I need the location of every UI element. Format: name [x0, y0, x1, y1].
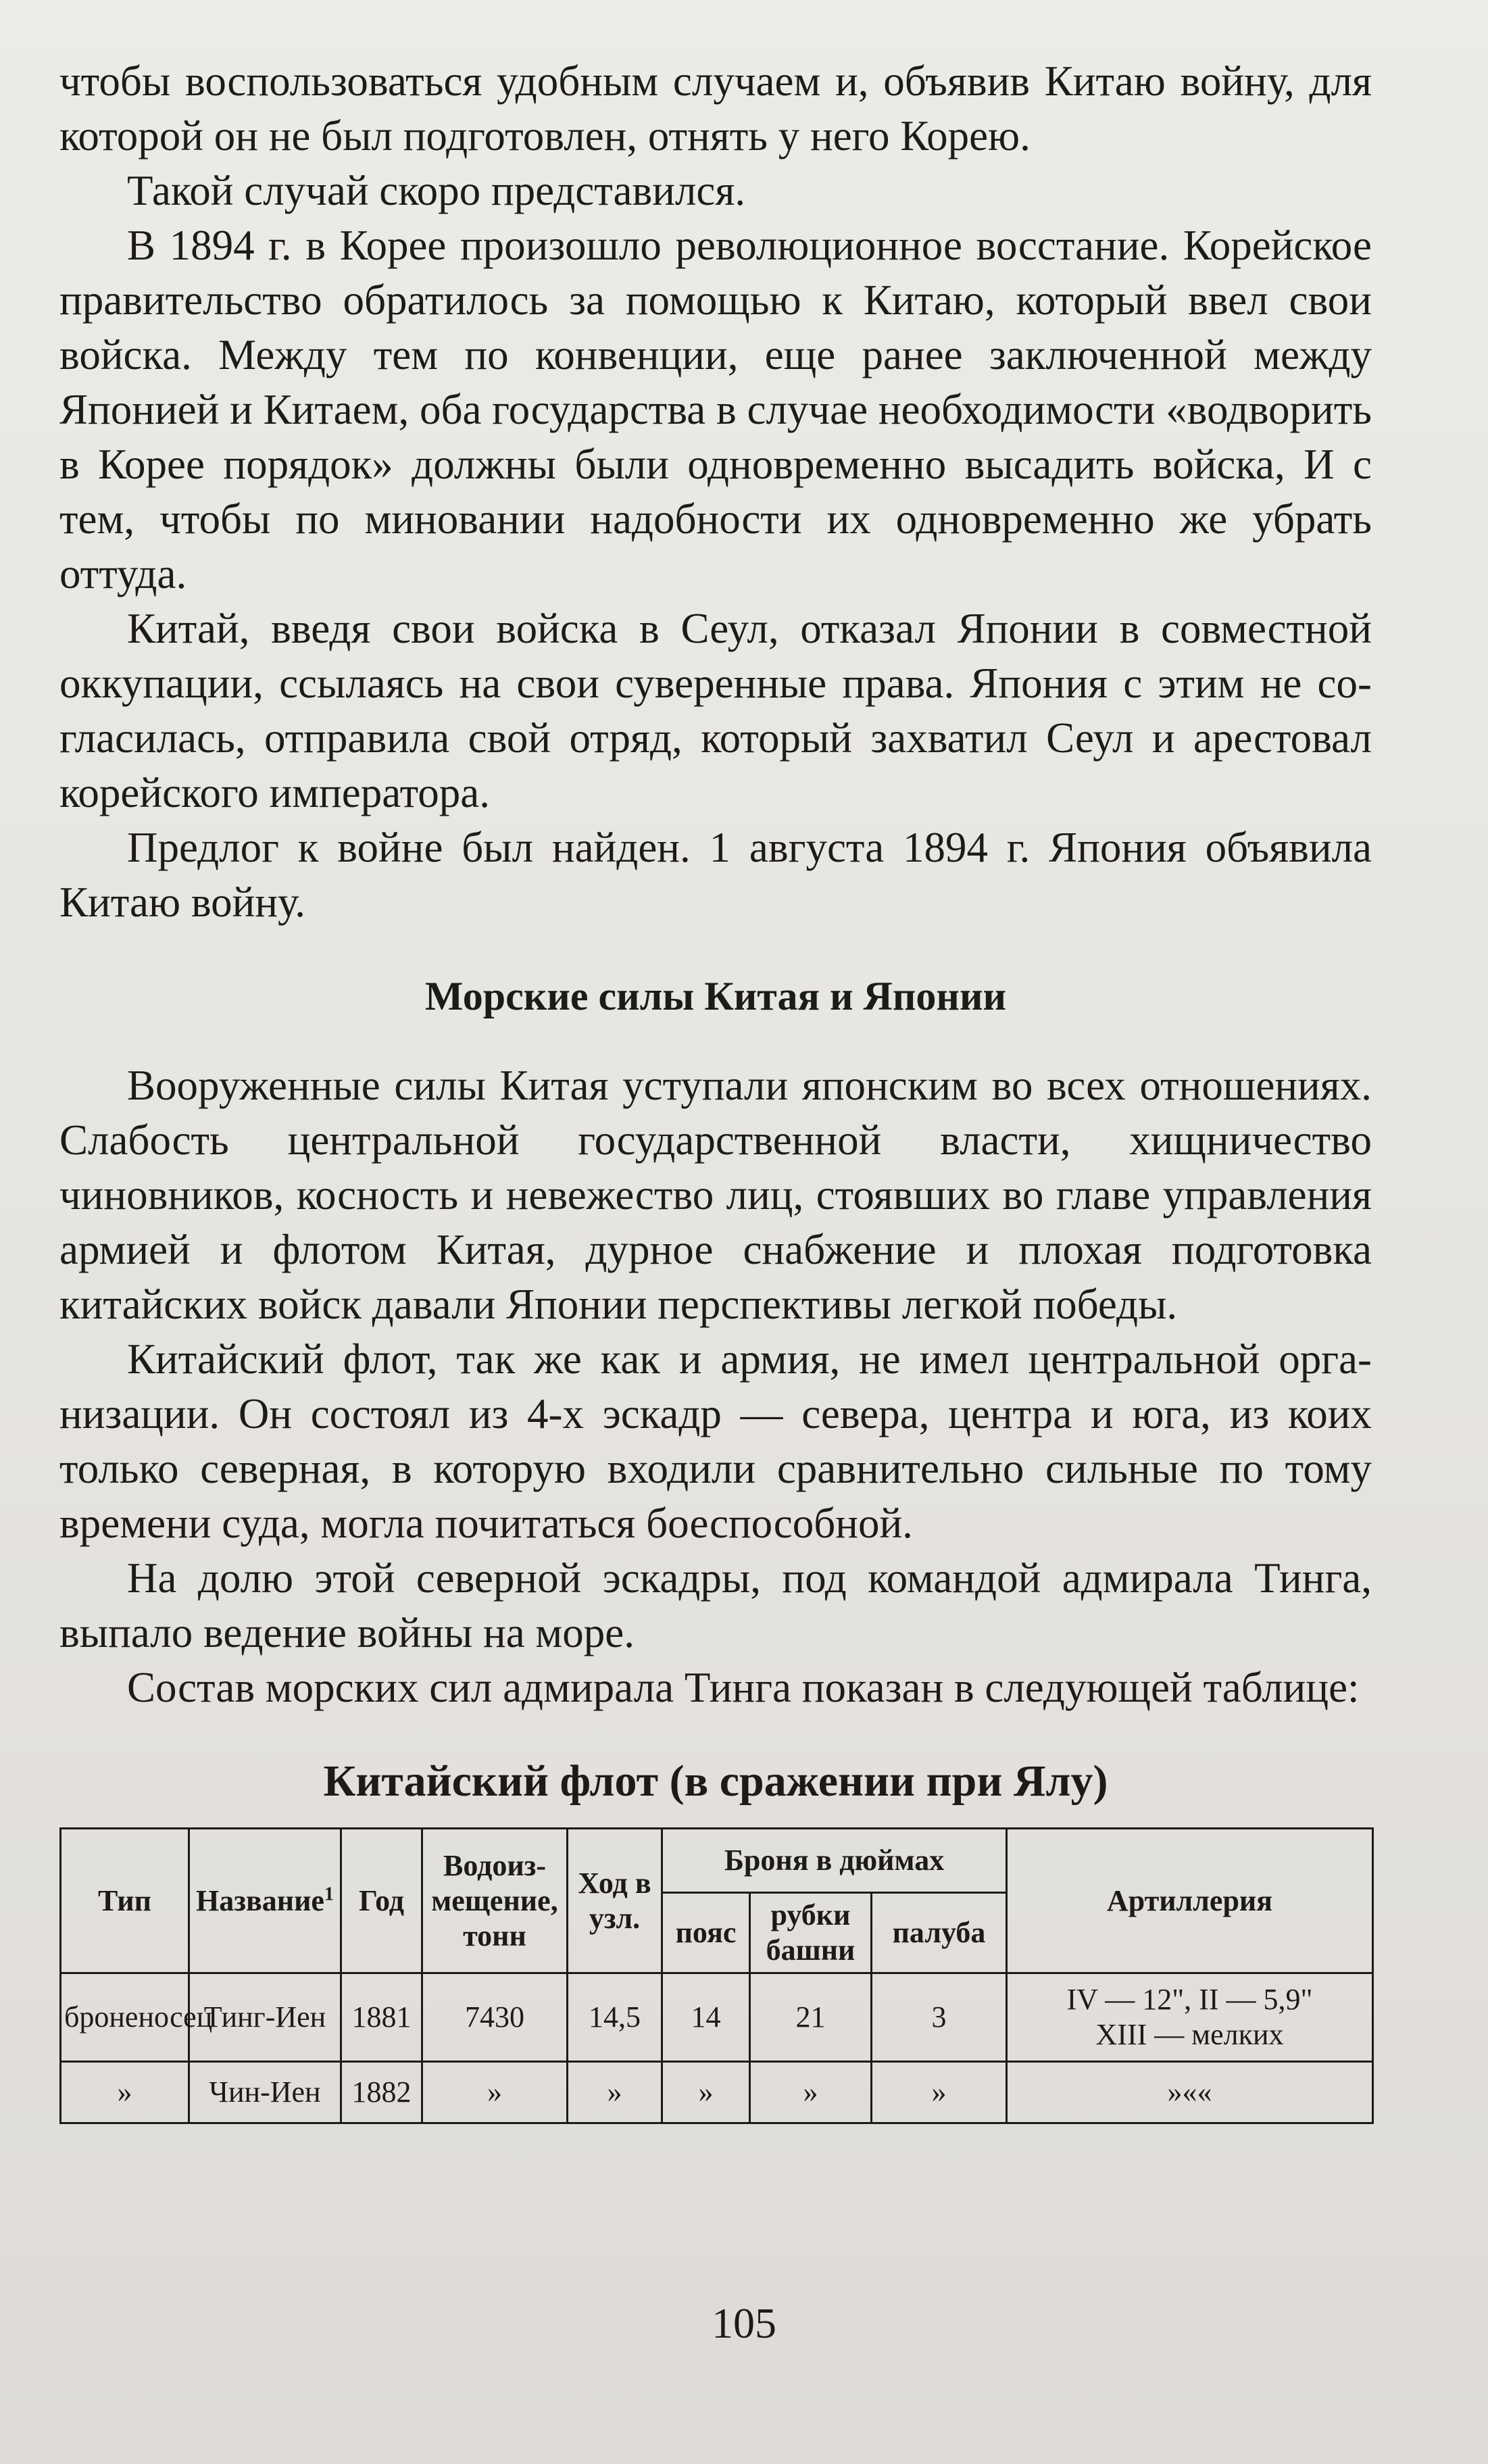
header-armor-group: Броня в дюймах: [662, 1829, 1007, 1893]
table-header-row: [61, 1829, 1373, 1893]
header-name: [189, 1829, 341, 1973]
cell-speed: »: [568, 2062, 662, 2123]
cell-towers: 21: [750, 1973, 872, 2062]
cell-belt: »: [662, 2062, 750, 2123]
header-armor-towers: рубки башни: [750, 1893, 872, 1973]
cell-artillery: [1007, 2062, 1373, 2123]
cell-speed: 14,5: [568, 1973, 662, 2062]
cell-name: Чин-Иен: [189, 2062, 341, 2123]
cell-towers: »: [750, 2062, 872, 2123]
cell-year: 1882: [341, 2062, 422, 2123]
table-title: Китайский флот (в сражении при Ялу): [323, 1756, 1108, 1806]
paragraph: чтобы воспользоваться удобным случаем и, объявив Китаю войну, для которой он не был подготовлен, отнять у него Корею.: [59, 57, 1372, 159]
footnote-mark: 1: [324, 1883, 334, 1904]
cell-displacement: 7430: [422, 1973, 568, 2062]
cell-deck: 3: [872, 1973, 1007, 2062]
header-armor-deck: палуба: [872, 1893, 1007, 1973]
section-heading: Морские силы Китая и Японии: [424, 974, 1007, 1018]
header-speed: Ход в узл.: [568, 1829, 662, 1973]
table-row: [61, 2062, 1373, 2123]
cell-type: броненосец: [61, 1973, 189, 2062]
artillery-line: XIII — мелких: [1095, 2018, 1284, 2051]
header-displacement: Водоизмещение, тонн: [422, 1829, 568, 1973]
paragraph: Вооруженные силы Китая уступали японским во всех отношениях. Слабость центральной государственной власти, хищничество чиновников, косность и невежество лиц, стоявших во главе управления армией и флотом Китая, дурное снабжение и плохая подготовка китайских войск давали Японии перспективы легкой победы.: [59, 1062, 1372, 1328]
paragraph: На долю этой северной эскадры, под командой адмирала Тинга, выпало ведение войны на море.: [59, 1554, 1372, 1656]
header-artillery: Артиллерия: [1007, 1829, 1373, 1973]
paragraph: Состав морских сил адмирала Тинга показан в следующей таблице:: [127, 1664, 1360, 1711]
paragraph: Китай, введя свои войска в Сеул, отказал Японии в совместной оккупации, ссылаясь на свои суверенные права. Япония с этим не согласилась, отправила свой отряд, который захватил Сеул и арестовал корейского императора.: [59, 605, 1372, 816]
header-type: Тип: [61, 1829, 189, 1973]
header-name-text: Название: [196, 1883, 324, 1917]
bottom-paragraphs: [59, 1058, 1372, 1715]
paragraph: Китайский флот, так же как и армия, не имел центральной организации. Он состоял из 4-х эскадр — севера, центра и юга, из коих только северная, в которую входили сравнительно сильные по тому времени суда, могла почитаться боеспособной.: [59, 1335, 1372, 1547]
artillery-line: IV — 12", II — 5,9": [1066, 1983, 1313, 2016]
table-row: [61, 1973, 1373, 2062]
fleet-table: [59, 1827, 1374, 2124]
cell-year: 1881: [341, 1973, 422, 2062]
header-armor-belt: пояс: [662, 1893, 750, 1973]
cell-artillery: [1007, 1973, 1373, 2062]
page-number: 105: [712, 2299, 776, 2347]
cell-belt: 14: [662, 1973, 750, 2062]
cell-deck: »: [872, 2062, 1007, 2123]
text-column: [59, 54, 1372, 2124]
artillery-line: »««: [1167, 2075, 1212, 2109]
cell-type: »: [61, 2062, 189, 2123]
paragraph: В 1894 г. в Корее произошло революционное восстание. Корейское правительство обратилось за помощью к Китаю, который ввел свои войска. Между тем по конвенции, еще ранее заключенной между Японией и Китаем, оба государства в случае необходимости «водворить в Корее порядок» должны были одновременно высадить войска, И с тем, чтобы по миновании надобности их одновременно же убрать оттуда.: [59, 222, 1372, 597]
cell-name: Тинг-Иен: [189, 1973, 341, 2062]
header-year: Год: [341, 1829, 422, 1973]
paragraph: Такой случай скоро представился.: [127, 167, 746, 214]
top-paragraphs: [59, 54, 1372, 930]
cell-displacement: »: [422, 2062, 568, 2123]
paragraph: Предлог к войне был найден. 1 августа 1894 г. Япония объявила Китаю войну.: [59, 824, 1372, 926]
